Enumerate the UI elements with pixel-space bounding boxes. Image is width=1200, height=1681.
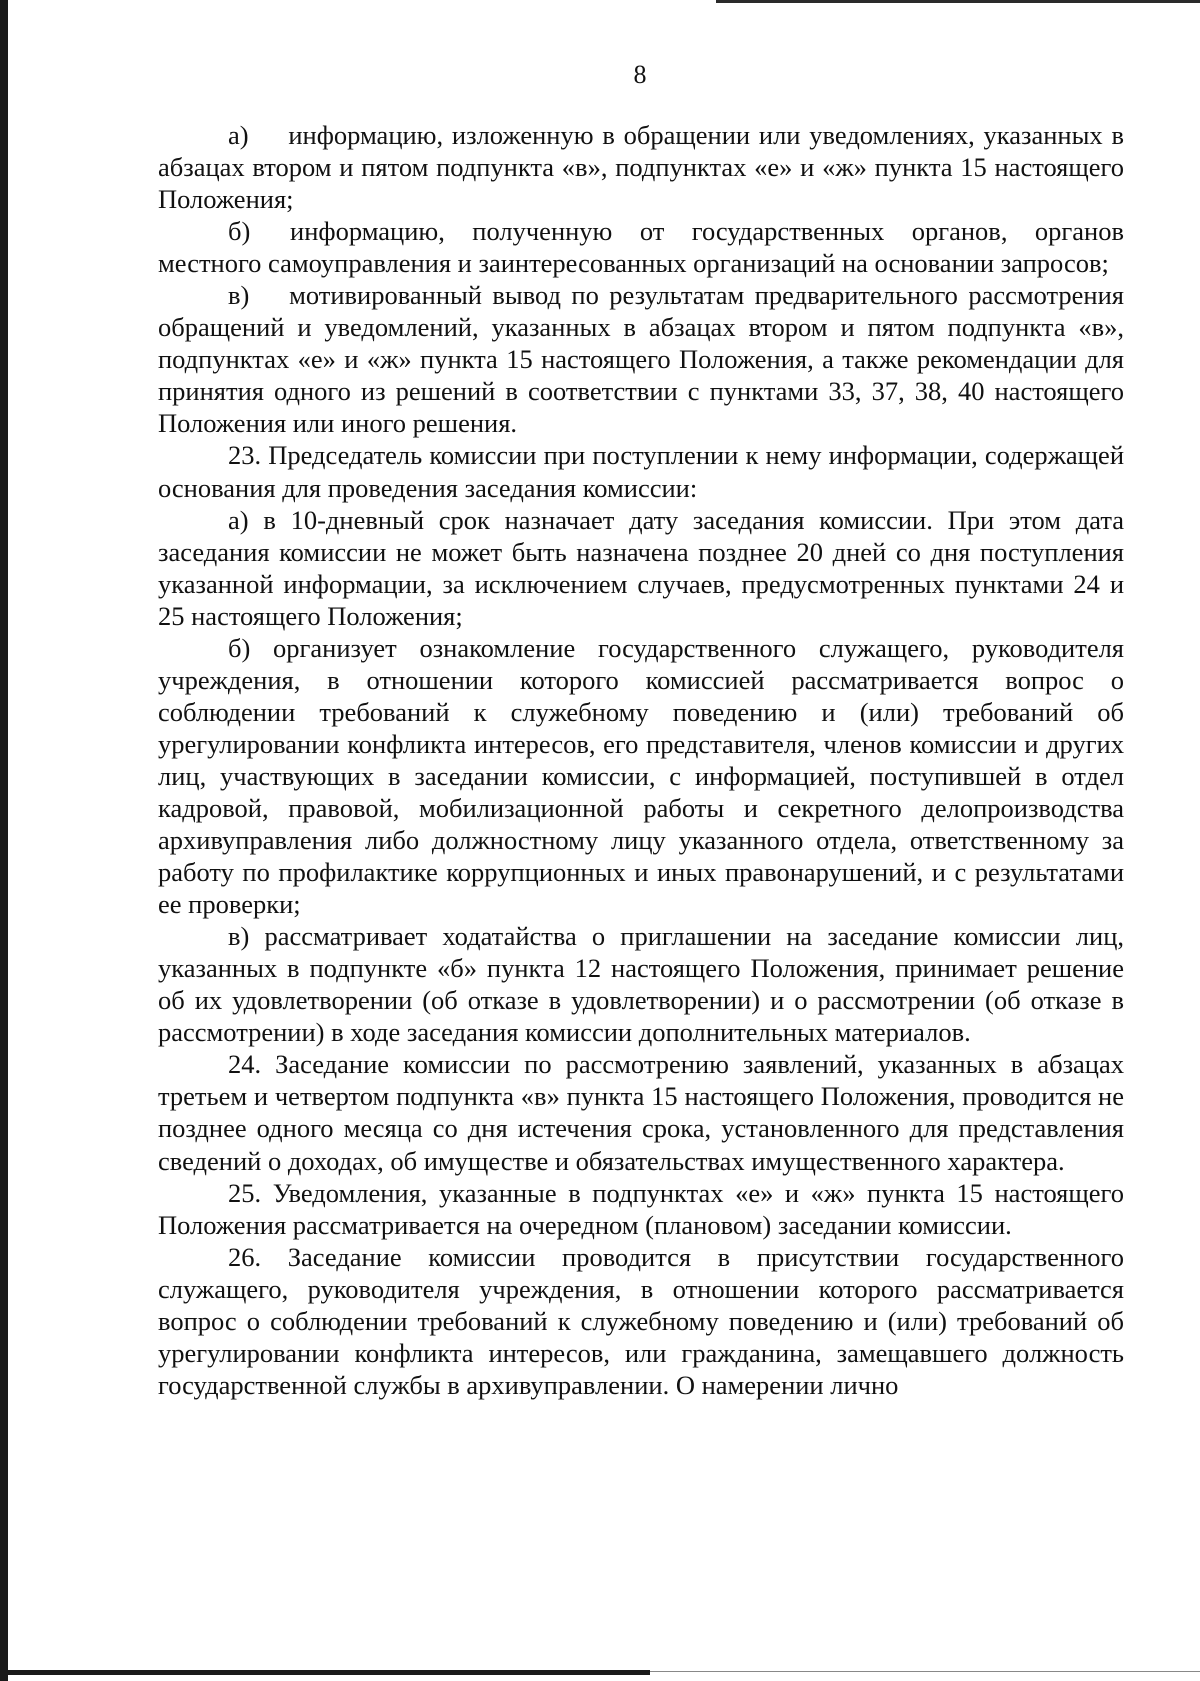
paragraph-23: 23. Председатель комиссии при поступлении к нему информации, содержащей основания для проведения заседания комиссии: xyxy=(158,440,1124,503)
paragraph-22b: б) информацию, полученную от государственных органов, органов местного самоуправления и заинтересованных организаций на основании запросов; xyxy=(158,216,1124,279)
paragraph-23v: в) рассматривает ходатайства о приглашении на заседание комиссии лиц, указанных в подпункте «б» пункта 12 настоящего Положения, принимает решение об их удовлетворении (об отказе в удовлетворении) и о рассмотрении (об отказе в рассмотрении) в ходе заседания комиссии дополнительных материалов. xyxy=(158,921,1124,1048)
paragraph-23a: а) в 10-дневный срок назначает дату заседания комиссии. При этом дата заседания комиссии не может быть назначена позднее 20 дней со дня поступления указанной информации, за исключением случаев, предусмотренных пунктами 24 и 25 настоящего Положения; xyxy=(158,504,1124,631)
paragraph-23b: б) организует ознакомление государственного служащего, руководителя учреждения, в отношении которого комиссией рассматривается вопрос о соблюдении требований к служебному поведению и (или) требований об урегулировании конфликта интересов, его представителя, членов комиссии и других лиц, участвующих в заседании комиссии, с информацией, поступившей в отдел кадровой, правовой, мобилизационной работы и секретного делопроизводства архивуправления либо должностному лицу указанного отдела, ответственному за работу по профилактике коррупционных и иных правонарушений, и с результатами ее проверки; xyxy=(158,632,1124,920)
paragraph-22v: в) мотивированный вывод по результатам предварительного рассмотрения обращений и уведомлений, указанных в абзацах втором и пятом подпункта «в», подпунктах «е» и «ж» пункта 15 настоящего Положения, а также рекомендации для принятия одного из решений в соответствии с пунктами 33, 37, 38, 40 настоящего Положения или иного решения. xyxy=(158,280,1124,439)
scan-edge-bottom-thin xyxy=(650,1671,1200,1672)
page-number: 8 xyxy=(633,60,647,89)
scan-edge-top xyxy=(716,0,1200,3)
paragraph-26: 26. Заседание комиссии проводится в присутствии государственного служащего, руководителя учреждения, в отношении которого рассматривается вопрос о соблюдении требований к служебному поведению и (или) требований об урегулировании конфликта интересов, или гражданина, замещавшего должность государственной службы в архивуправлении. О намерении лично xyxy=(158,1241,1124,1400)
document-body xyxy=(158,119,1124,1401)
paragraph-22a: а) информацию, изложенную в обращении или уведомлениях, указанных в абзацах втором и пятом подпункта «в», подпунктах «е» и «ж» пункта 15 настоящего Положения; xyxy=(158,120,1124,215)
paragraph-24: 24. Заседание комиссии по рассмотрению заявлений, указанных в абзацах третьем и четвертом подпункта «в» пункта 15 настоящего Положения, проводится не позднее одного месяца со дня истечения срока, установленного для представления сведений о доходах, об имуществе и обязательствах имущественного характера. xyxy=(158,1049,1124,1176)
paragraph-25: 25. Уведомления, указанные в подпунктах «е» и «ж» пункта 15 настоящего Положения рассматривается на очередном (плановом) заседании комиссии. xyxy=(158,1177,1124,1240)
scan-edge-left xyxy=(0,0,8,1681)
scan-edge-bottom xyxy=(0,1670,650,1675)
